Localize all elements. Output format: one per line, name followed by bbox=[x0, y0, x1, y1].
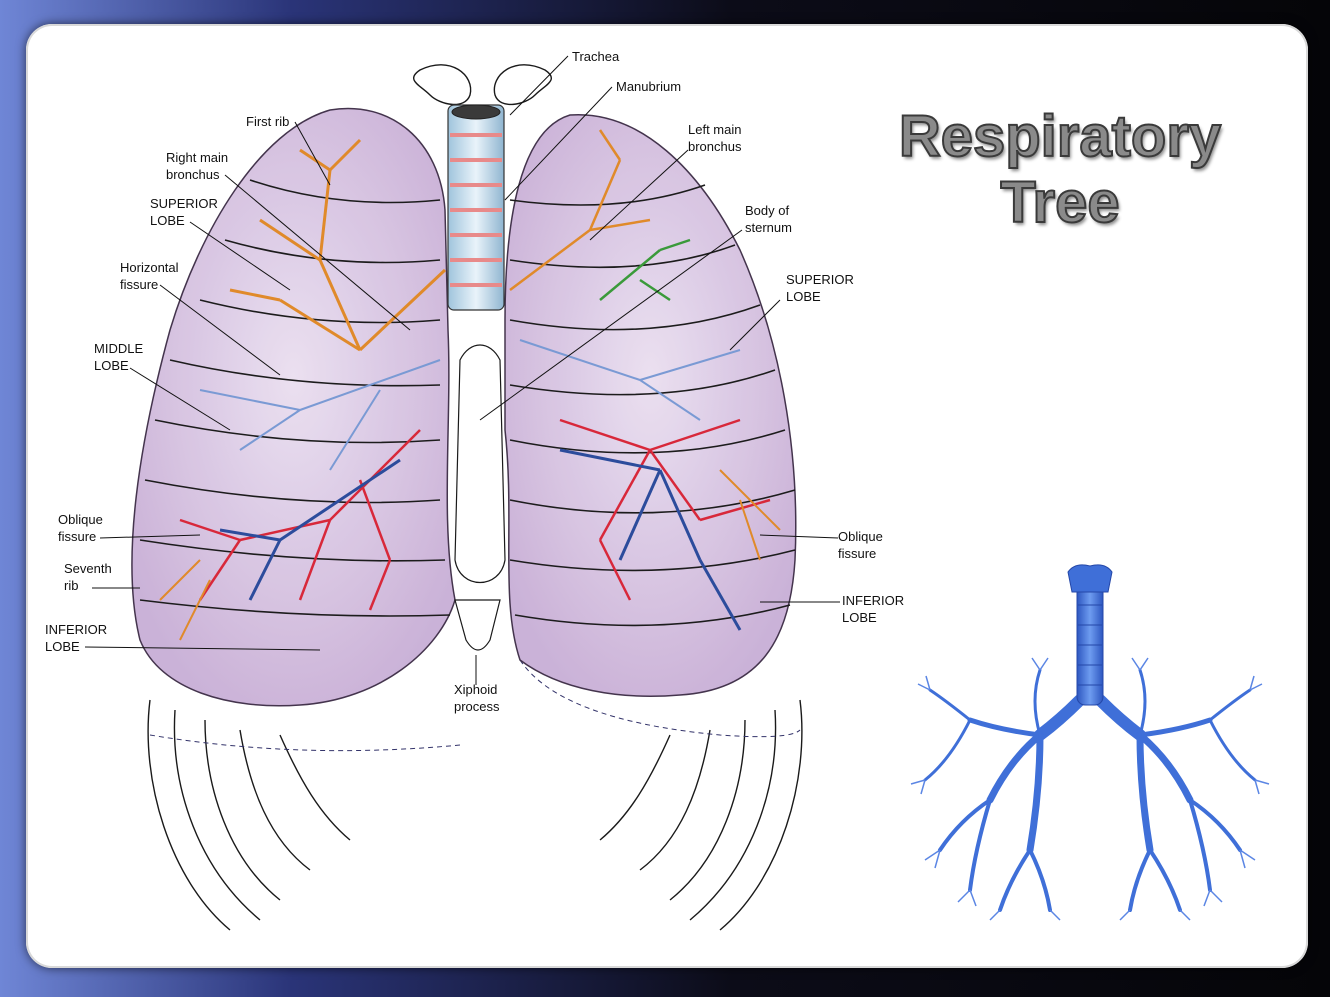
label-body-of-sternum-1: Body of bbox=[745, 203, 790, 218]
label-first-rib: First rib bbox=[246, 114, 290, 129]
label-inferior-lobe-left-1: INFERIOR bbox=[842, 593, 905, 608]
label-superior-lobe-right-2: LOBE bbox=[150, 213, 185, 228]
label-oblique-fissure-left-2: fissure bbox=[838, 546, 877, 561]
clavicles bbox=[414, 65, 552, 105]
label-right-main-bronchus-2: bronchus bbox=[166, 167, 220, 182]
label-superior-lobe-left-1: SUPERIOR bbox=[786, 272, 854, 287]
slide-title bbox=[850, 104, 1270, 236]
title-line-2: Tree bbox=[1000, 170, 1120, 235]
label-body-of-sternum-2: sternum bbox=[745, 220, 792, 235]
label-inferior-lobe-right-1: INFERIOR bbox=[45, 622, 108, 637]
trachea bbox=[448, 105, 504, 310]
label-middle-lobe-2: LOBE bbox=[94, 358, 129, 373]
label-seventh-rib-2: rib bbox=[64, 578, 79, 593]
label-xiphoid-process-2: process bbox=[454, 699, 500, 714]
label-seventh-rib-1: Seventh bbox=[64, 561, 112, 576]
label-oblique-fissure-left-1: Oblique bbox=[838, 529, 883, 544]
label-right-main-bronchus-1: Right main bbox=[166, 150, 229, 165]
left-lung bbox=[505, 115, 796, 697]
label-horizontal-fissure-2: fissure bbox=[120, 277, 159, 292]
label-oblique-fissure-right-1: Oblique bbox=[58, 512, 103, 527]
label-inferior-lobe-right-2: LOBE bbox=[45, 639, 80, 654]
label-inferior-lobe-left-2: LOBE bbox=[842, 610, 877, 625]
title-line-1: Respiratory bbox=[898, 104, 1222, 169]
label-horizontal-fissure-1: Horizontal bbox=[120, 260, 179, 275]
label-superior-lobe-left-2: LOBE bbox=[786, 289, 821, 304]
label-left-main-bronchus-1: Left main bbox=[688, 122, 742, 137]
bronchial-tree-illustration bbox=[911, 565, 1269, 920]
label-left-main-bronchus-2: bronchus bbox=[688, 139, 742, 154]
sternum bbox=[455, 345, 505, 650]
label-superior-lobe-right-1: SUPERIOR bbox=[150, 196, 218, 211]
label-middle-lobe-1: MIDDLE bbox=[94, 341, 144, 356]
label-manubrium: Manubrium bbox=[616, 79, 682, 94]
label-xiphoid-process-1: Xiphoid bbox=[454, 682, 498, 697]
label-oblique-fissure-right-2: fissure bbox=[58, 529, 97, 544]
label-trachea: Trachea bbox=[572, 49, 620, 64]
